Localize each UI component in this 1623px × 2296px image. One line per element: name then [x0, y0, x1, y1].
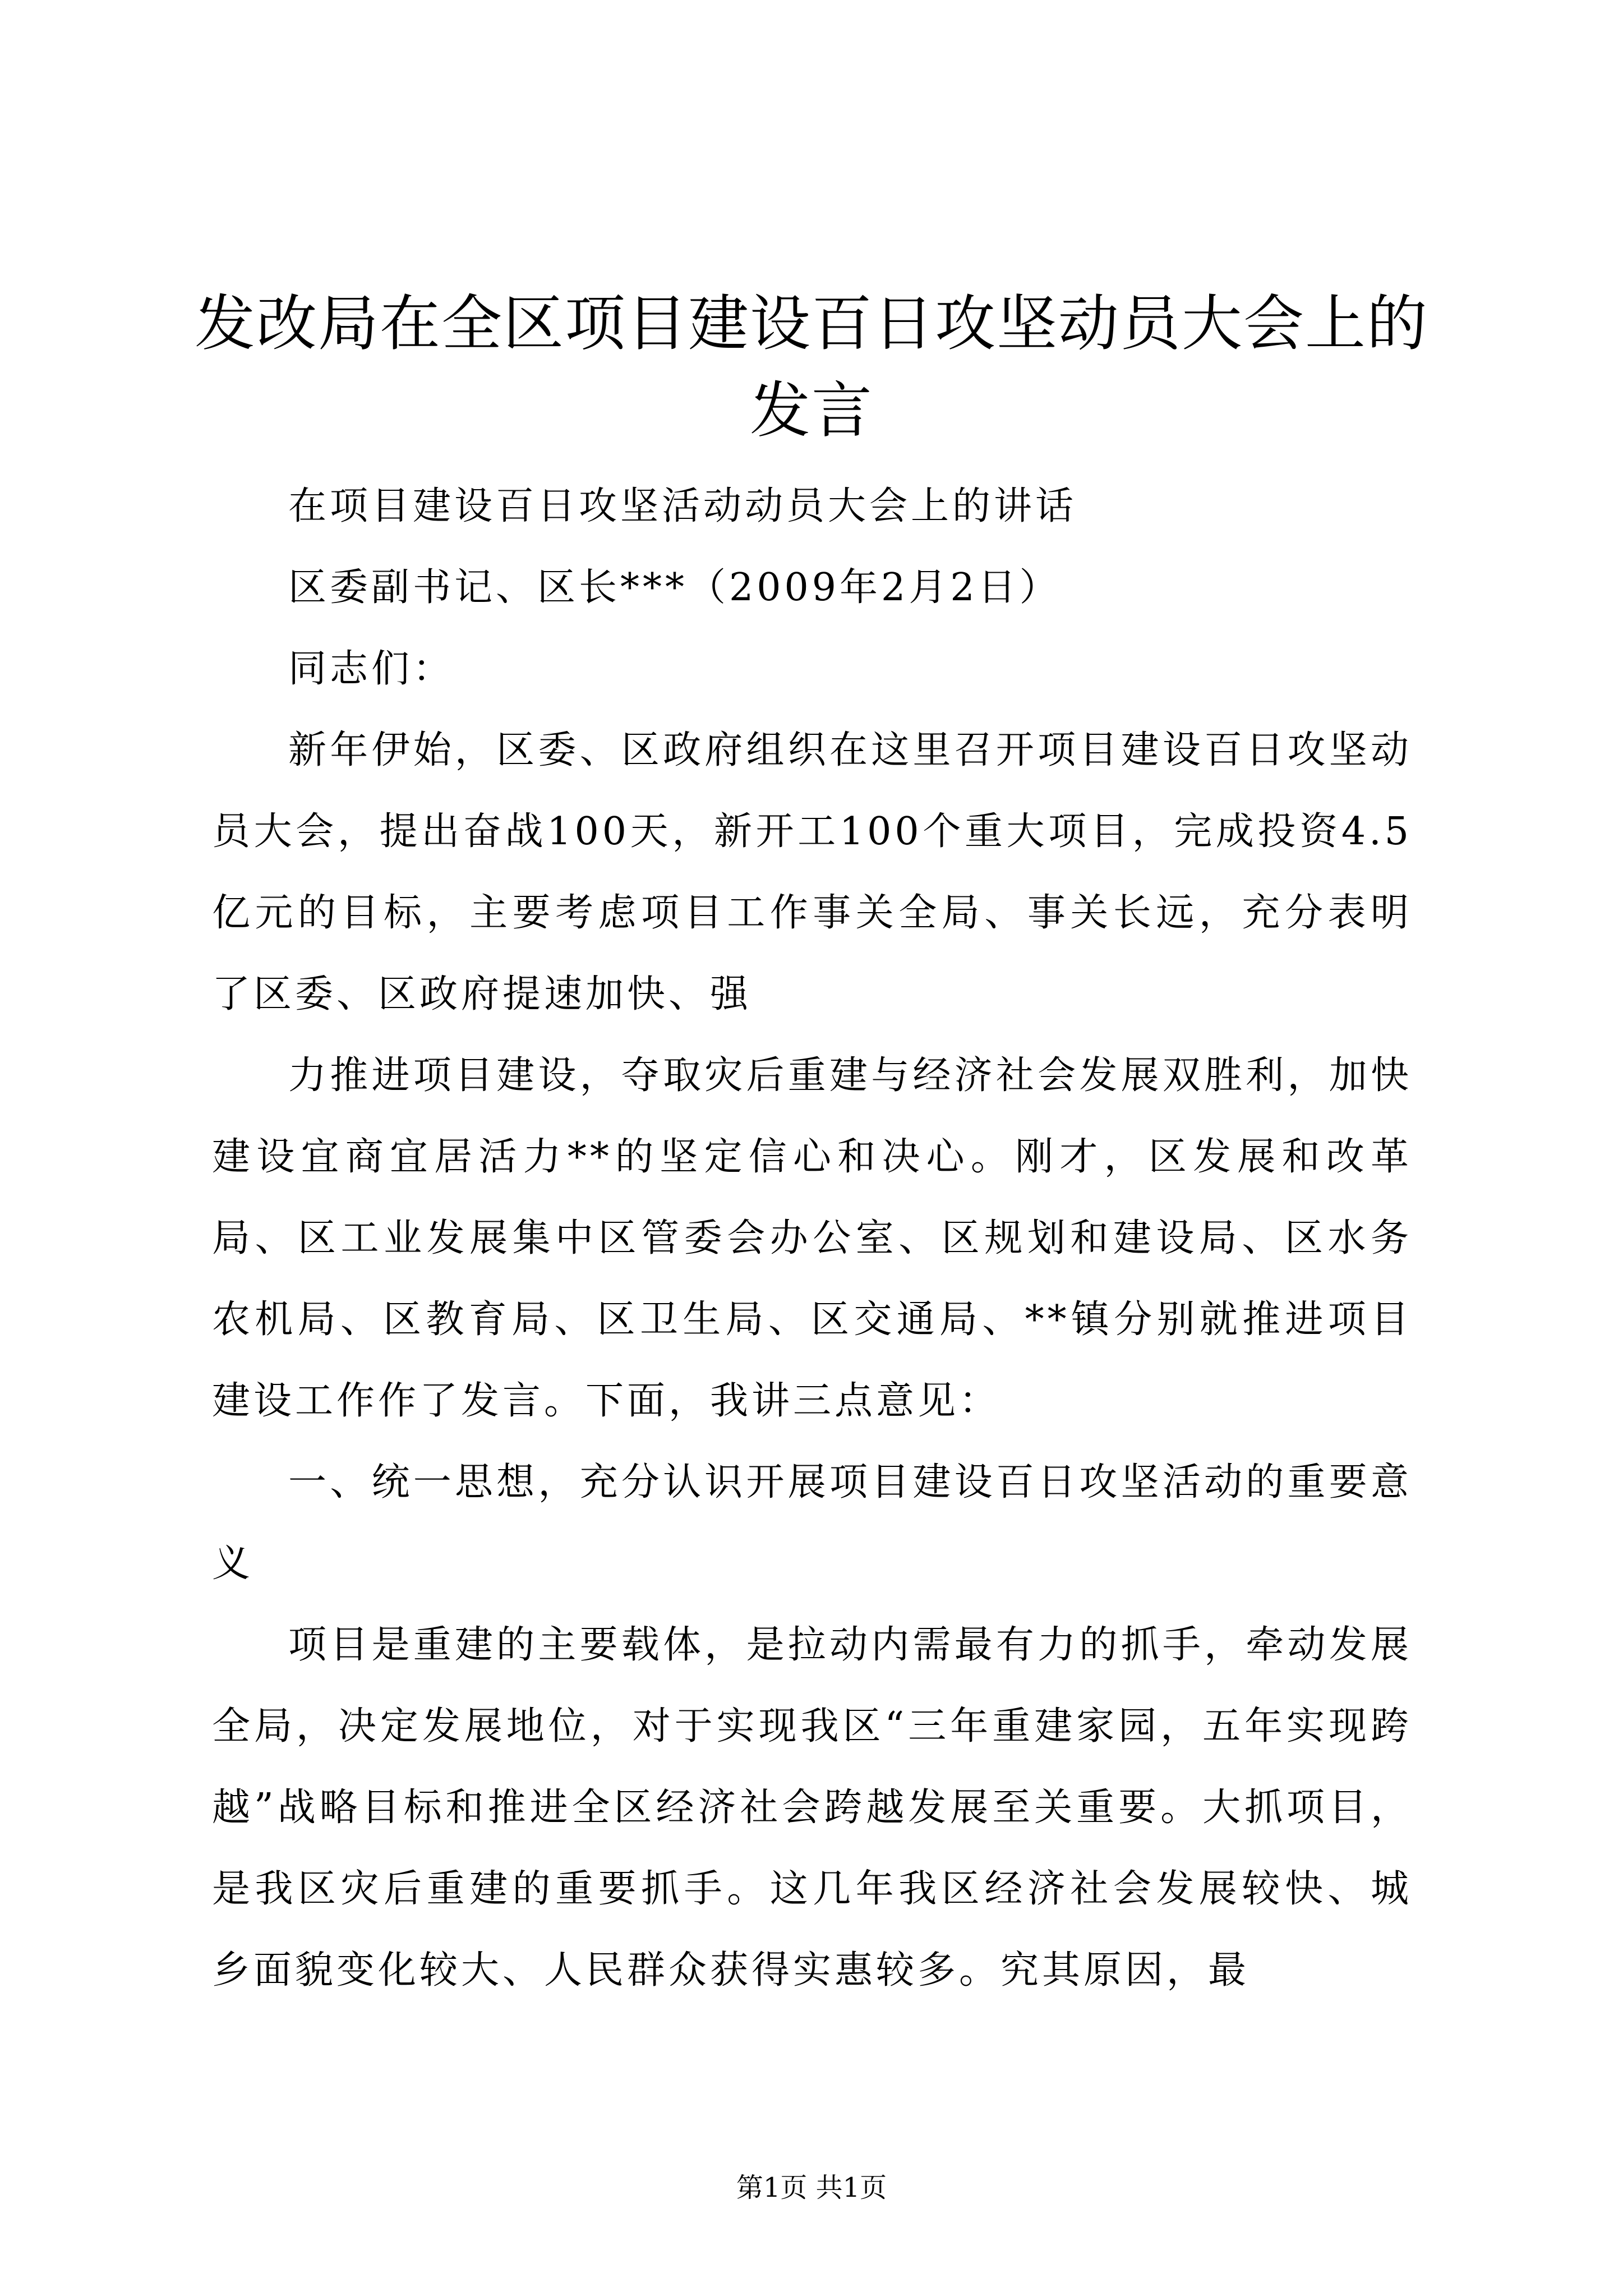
document-title — [168, 280, 1455, 454]
section-heading: 一、统一思想，充分认识开展项目建设百日攻坚活动的重要意义 — [212, 1460, 1412, 1586]
paragraph: 新年伊始，区委、区政府组织在这里召开项目建设百日攻坚动员大会，提出奋战100天，新开工100个重大项目，完成投资4.5亿元的目标，主要考虑项目工作事关全局、事关长远，充分表明了区委、区政府提速加快、强 — [212, 728, 1412, 1016]
page-footer: 第1页 共1页 — [736, 2172, 887, 2203]
speech-heading: 在项目建设百日攻坚活动动员大会上的讲话 — [288, 484, 1077, 528]
speaker-line: 区委副书记、区长***（2009年2月2日） — [288, 565, 1061, 610]
title-line-1: 发改局在全区项目建设百日攻坚动员大会上的 — [194, 289, 1428, 359]
document-body — [212, 466, 1412, 2011]
salutation: 同志们： — [288, 647, 455, 691]
title-line-2: 发言 — [749, 376, 873, 446]
paragraph: 力推进项目建设，夺取灾后重建与经济社会发展双胜利，加快建设宜商宜居活力**的坚定信心和决心。刚才，区发展和改革局、区工业发展集中区管委会办公室、区规划和建设局、区水务农机局、区教育局、区卫生局、区交通局、**镇分别就推进项目建设工作作了发言。下面，我讲三点意见： — [212, 1053, 1412, 1423]
paragraph: 项目是重建的主要载体，是拉动内需最有力的抓手，牵动发展全局，决定发展地位，对于实现我区“三年重建家园，五年实现跨越”战略目标和推进全区经济社会跨越发展至关重要。大抓项目，是我区灾后重建的重要抓手。这几年我区经济社会发展较快、城乡面貌变化较大、人民群众获得实惠较多。究其原因，最 — [212, 1623, 1412, 1993]
